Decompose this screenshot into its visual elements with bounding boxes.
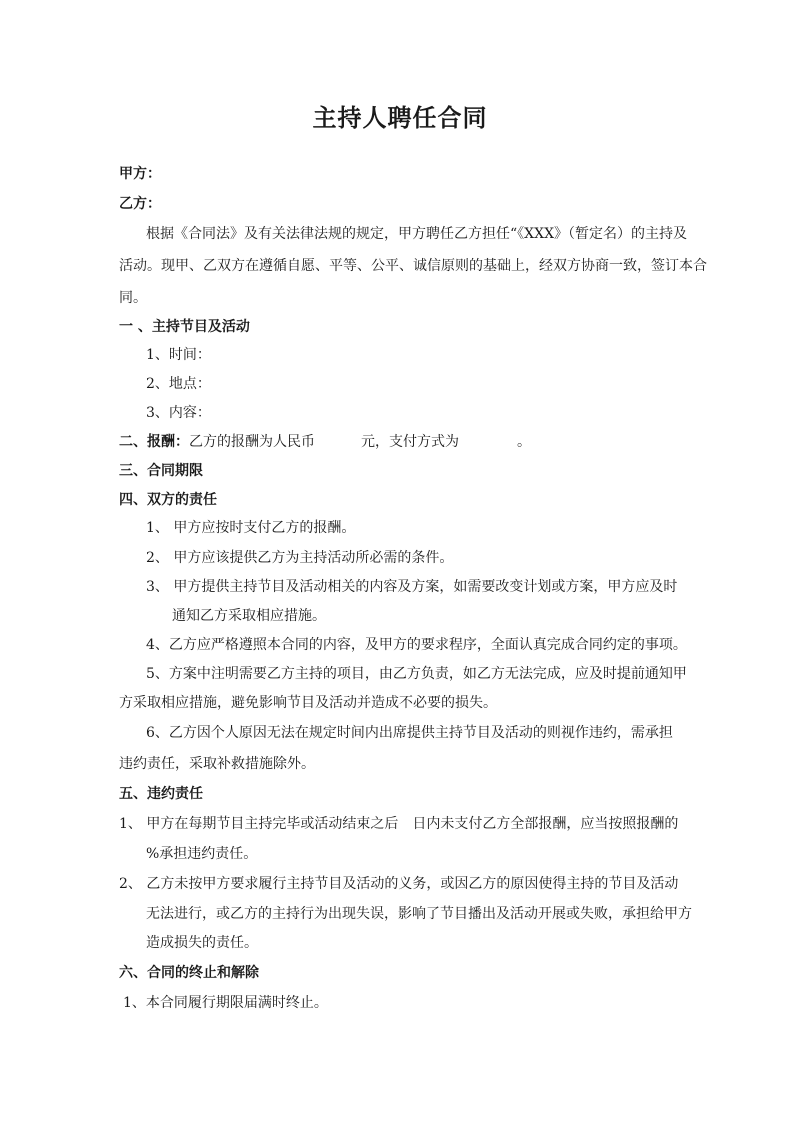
hosting-item-time: 1、时间： bbox=[146, 347, 211, 363]
intro-line: 同。 bbox=[119, 290, 147, 306]
breach-line: 造成损失的责任。 bbox=[146, 935, 258, 951]
remuneration-text: 元，支付方式为 bbox=[361, 434, 459, 450]
duty-line: 违约责任，采取补救措施除外。 bbox=[119, 756, 315, 772]
hosting-item-content: 3、内容： bbox=[146, 405, 211, 421]
duty-line: 6、乙方因个人原因无法在规定时间内出席提供主持节目及活动的则视作违约，需承担 bbox=[146, 725, 673, 741]
section-heading-breach: 五、违约责任 bbox=[119, 786, 203, 802]
duty-line: 方采取相应措施，避免影响节目及活动并造成不必要的损失。 bbox=[119, 695, 497, 711]
section-heading-term: 三、合同期限 bbox=[119, 463, 203, 479]
document-title: 主持人聘任合同 bbox=[312, 104, 488, 132]
intro-line: 根据《合同法》及有关法律法规的规定，甲方聘任乙方担任“《XXX》（暂定名）的主持及 bbox=[146, 226, 688, 242]
breach-line: 无法进行，或乙方的主持行为出现失误，影响了节目播出及活动开展或失败，承担给甲方 bbox=[146, 906, 692, 922]
duty-line: 1、 甲方应按时支付乙方的报酬。 bbox=[146, 520, 356, 536]
breach-item bbox=[119, 814, 678, 834]
breach-line: %承担违约责任。 bbox=[146, 846, 258, 862]
section-heading-duties: 四、双方的责任 bbox=[119, 492, 217, 508]
duty-line: 通知乙方采取相应措施。 bbox=[172, 608, 326, 624]
intro-line: 活动。现甲、乙双方在遵循自愿、平等、公平、诚信原则的基础上，经双方协商一致，签订本合 bbox=[119, 258, 707, 274]
section-heading-termination: 六、合同的终止和解除 bbox=[119, 965, 259, 981]
termination-item: 1、本合同履行期限届满时终止。 bbox=[123, 995, 328, 1011]
duty-line: 5、方案中注明需要乙方主持的项目，由乙方负责，如乙方无法完成，应及时提前通知甲 bbox=[146, 666, 687, 682]
section-heading-remuneration: 二、报酬： bbox=[119, 434, 189, 450]
breach-line: 2、 乙方未按甲方要求履行主持节目及活动的义务，或因乙方的原因使得主持的节目及活动 bbox=[119, 876, 679, 892]
duty-line: 4、乙方应严格遵照本合同的内容，及甲方的要求程序，全面认真完成合同约定的事项。 bbox=[146, 637, 687, 653]
remuneration-text: 。 bbox=[517, 434, 531, 450]
duty-line: 3、 甲方提供主持节目及活动相关的内容及方案，如需要改变计划或方案，甲方应及时 bbox=[146, 579, 678, 595]
party-a-label: 甲方： bbox=[119, 166, 161, 182]
section-remuneration bbox=[119, 432, 531, 452]
breach-text: 日内未支付乙方全部报酬，应当按照报酬的 bbox=[412, 816, 679, 832]
duty-line: 2、 甲方应该提供乙方为主持活动所必需的条件。 bbox=[146, 550, 454, 566]
section-heading-hosting: 一 、主持节目及活动 bbox=[119, 319, 250, 335]
remuneration-text: 乙方的报酬为人民币 bbox=[189, 434, 315, 450]
party-b-label: 乙方： bbox=[119, 196, 161, 212]
breach-text: 1、 甲方在每期节目主持完毕或活动结束之后 bbox=[119, 816, 399, 832]
hosting-item-place: 2、地点： bbox=[146, 376, 211, 392]
